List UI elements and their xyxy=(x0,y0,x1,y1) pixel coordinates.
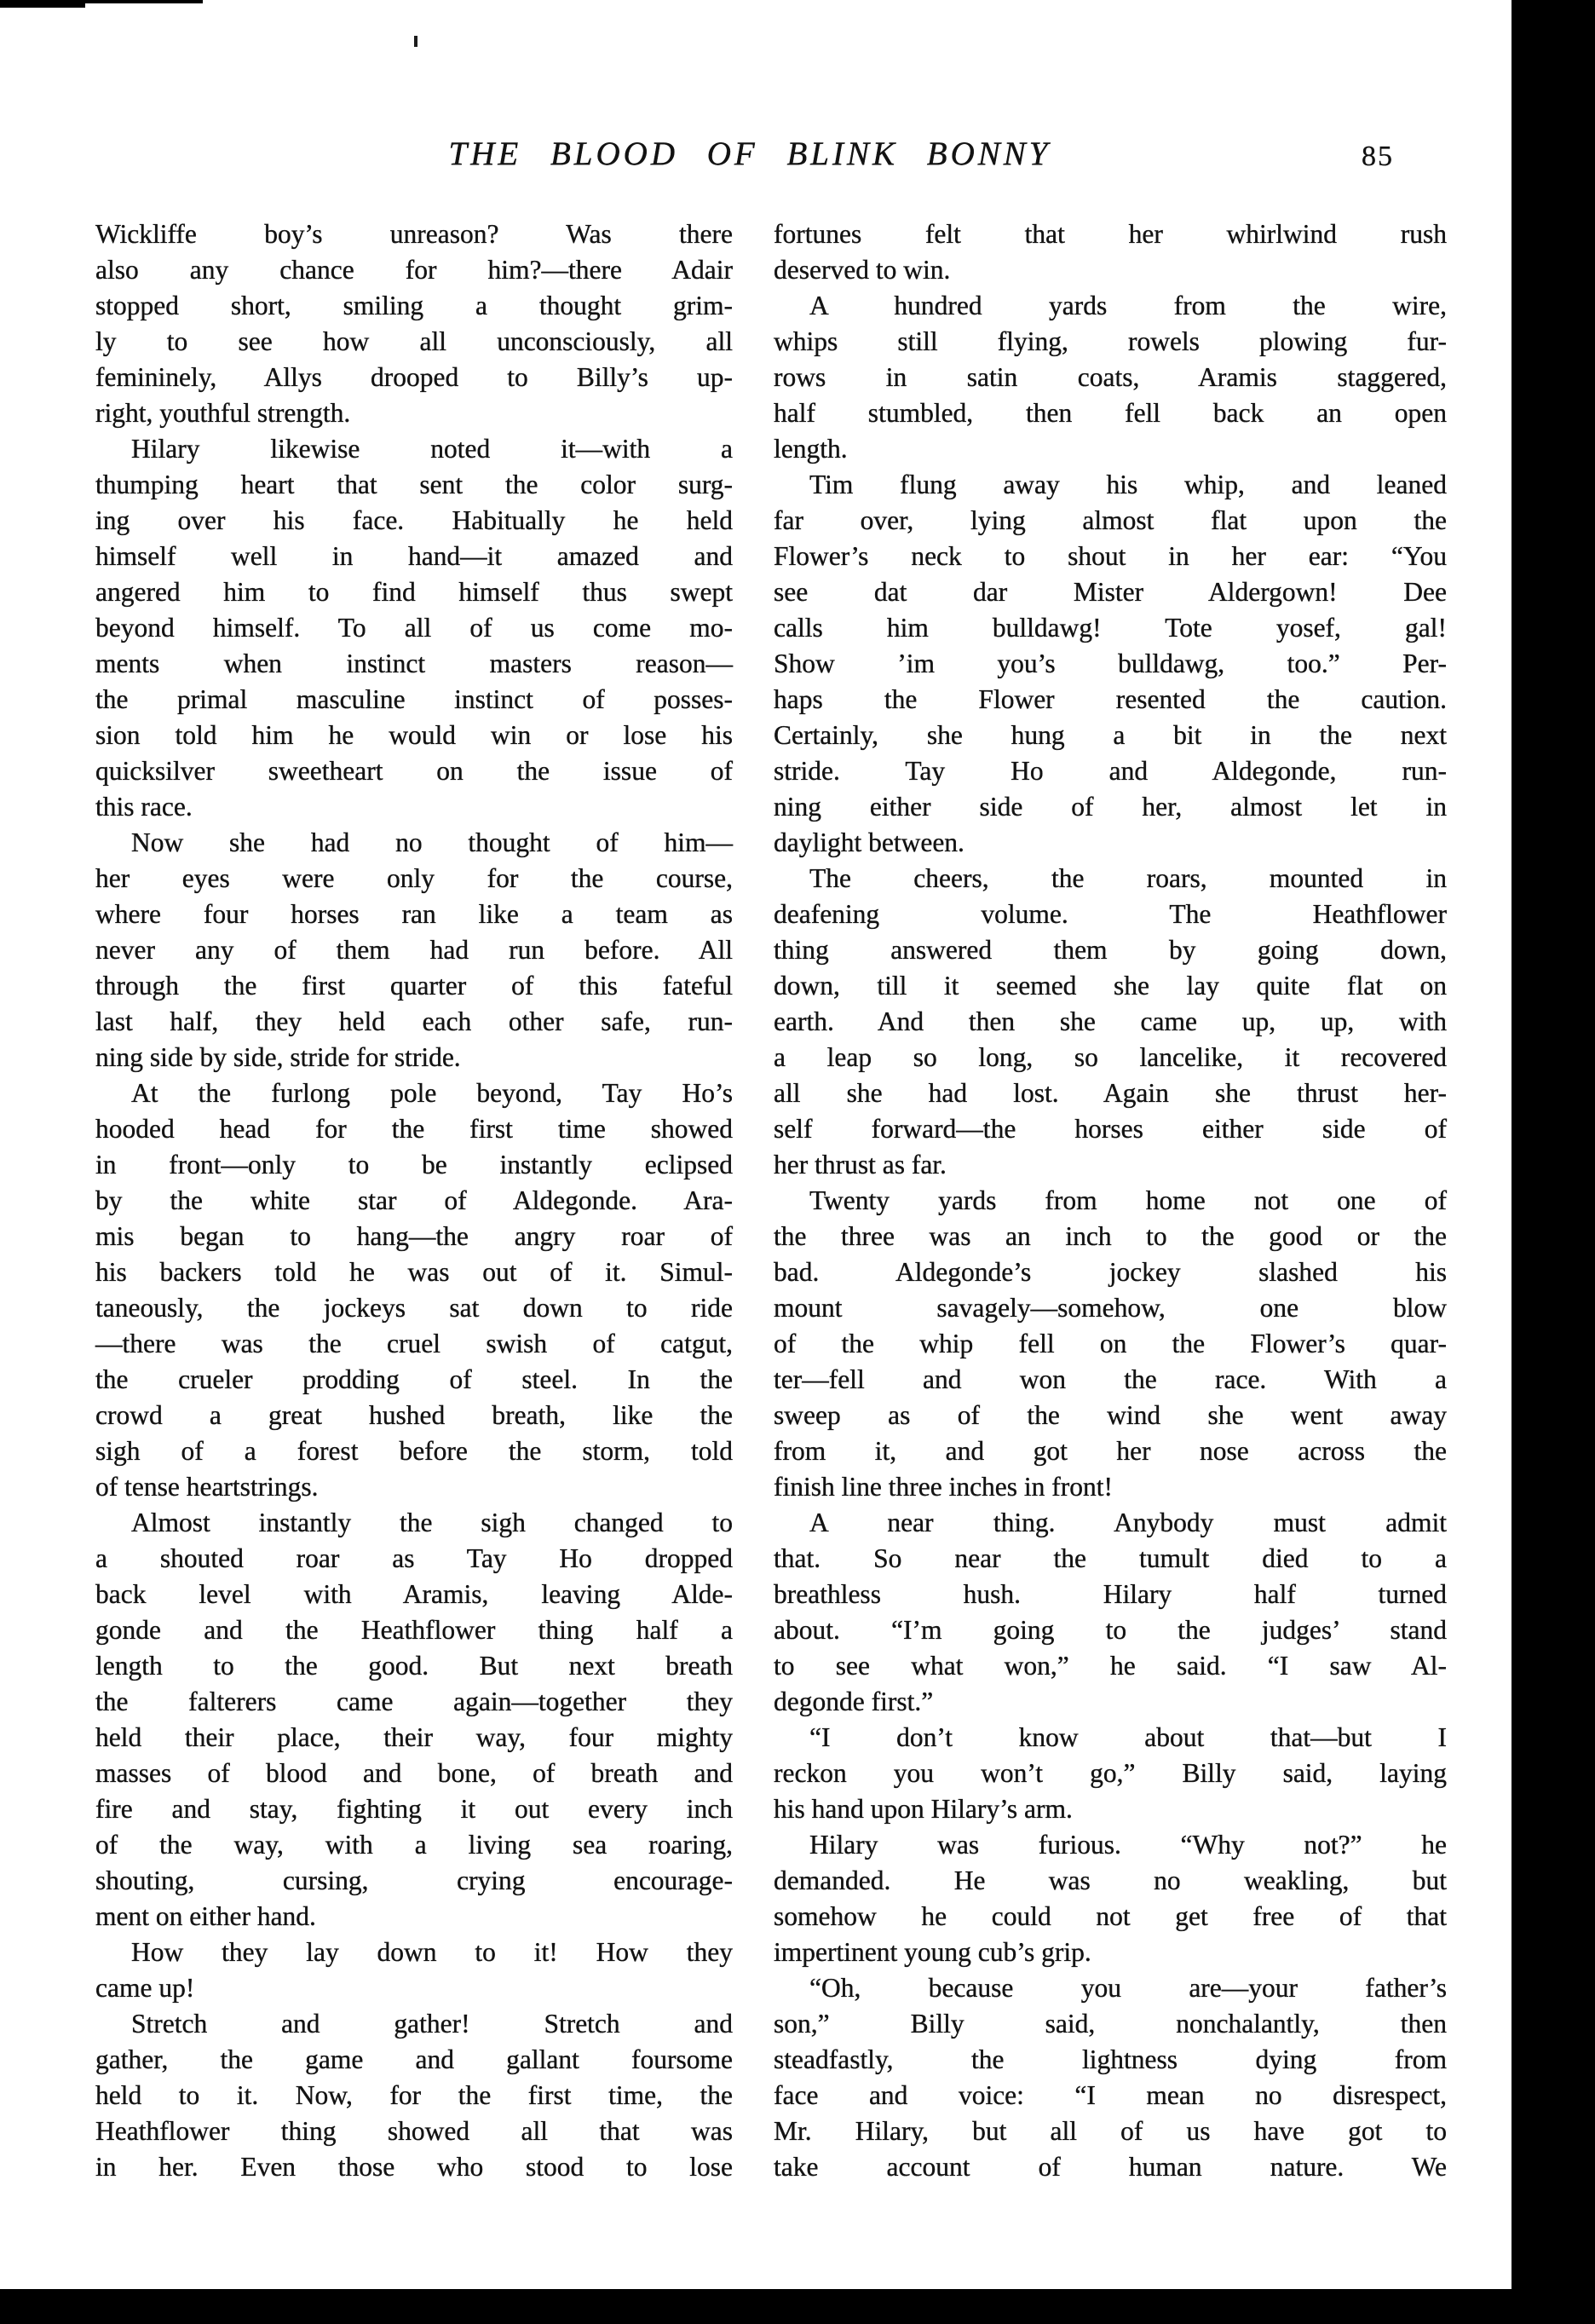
text-line: take account of human nature. We xyxy=(774,2152,1447,2182)
text-line: the falterers came again—together they xyxy=(95,1687,733,1716)
text-line: son,” Billy said, nonchalantly, then xyxy=(774,2009,1447,2039)
text-line: Mr. Hilary, but all of us have got to xyxy=(774,2116,1447,2146)
text-line: held their place, their way, four mighty xyxy=(95,1722,733,1752)
text-line: A near thing. Anybody must admit xyxy=(809,1508,1447,1537)
text-line: about. “I’m going to the judges’ stand xyxy=(774,1615,1447,1645)
text-line: sweep as of the wind she went away xyxy=(774,1400,1447,1430)
text-line: Hilary was furious. “Why not?” he xyxy=(809,1830,1447,1860)
text-line: through the first quarter of this fateful xyxy=(95,971,733,1001)
text-line: —there was the cruel swish of catgut, xyxy=(95,1329,733,1358)
text-line: from it, and got her nose across the xyxy=(774,1436,1447,1466)
text-line: a leap so long, so lancelike, it recovered xyxy=(774,1042,1447,1072)
text-line: bad. Aldegonde’s jockey slashed his xyxy=(774,1257,1447,1287)
text-line: her thrust as far. xyxy=(774,1150,947,1179)
text-line: also any chance for him?—there Adair xyxy=(95,255,733,285)
text-line: to see what won,” he said. “I saw Al- xyxy=(774,1651,1447,1681)
text-line: finish line three inches in front! xyxy=(774,1472,1114,1502)
text-line: hooded head for the first time showed xyxy=(95,1114,733,1144)
text-line: of the way, with a living sea roaring, xyxy=(95,1830,733,1860)
text-line: degonde first.” xyxy=(774,1687,934,1716)
text-line: deserved to win. xyxy=(774,255,951,285)
page-number: 85 xyxy=(1362,141,1394,172)
text-line: last half, they held each other safe, run- xyxy=(95,1006,733,1036)
text-line: of tense heartstrings. xyxy=(95,1472,319,1502)
text-line: ments when instinct masters reason— xyxy=(95,649,733,678)
text-line: rows in satin coats, Aramis staggered, xyxy=(774,362,1447,392)
text-line: self forward—the horses either side of xyxy=(774,1114,1447,1144)
scan-artifact-top-left-streak xyxy=(0,0,85,8)
text-line: length to the good. But next breath xyxy=(95,1651,733,1681)
text-line: steadfastly, the lightness dying from xyxy=(774,2044,1447,2074)
text-line: ning either side of her, almost let in xyxy=(774,792,1447,822)
text-line: impertinent young cub’s grip. xyxy=(774,1937,1091,1967)
running-head-title: THE BLOOD OF BLINK BONNY xyxy=(448,136,1051,172)
text-line: his backers told he was out of it. Simul- xyxy=(95,1257,733,1287)
text-line: himself well in hand—it amazed and xyxy=(95,541,733,571)
text-line: ly to see how all unconsciously, all xyxy=(95,326,733,356)
text-line: the three was an inch to the good or the xyxy=(774,1221,1447,1251)
text-line: A hundred yards from the wire, xyxy=(809,291,1447,320)
text-line: Show ’im you’s bulldawg, too.” Per- xyxy=(774,649,1447,678)
text-line: haps the Flower resented the caution. xyxy=(774,684,1447,714)
text-line: fortunes felt that her whirlwind rush xyxy=(774,219,1447,249)
text-line: earth. And then she came up, up, with xyxy=(774,1006,1447,1036)
text-line: face and voice: “I mean no disrespect, xyxy=(774,2080,1447,2110)
text-line: mount savagely—somehow, one blow xyxy=(774,1293,1447,1323)
text-line: down, till it seemed she lay quite flat on xyxy=(774,971,1447,1001)
text-line: angered him to find himself thus swept xyxy=(95,577,733,607)
text-line: somehow he could not get free of that xyxy=(774,1901,1447,1931)
text-line: stride. Tay Ho and Aldegonde, run- xyxy=(774,756,1447,786)
text-line: his hand upon Hilary’s arm. xyxy=(774,1794,1073,1824)
text-line: stopped short, smiling a thought grim- xyxy=(95,291,733,320)
text-line: taneously, the jockeys sat down to ride xyxy=(95,1293,733,1323)
text-line: gather, the game and gallant foursome xyxy=(95,2044,733,2074)
text-line: crowd a great hushed breath, like the xyxy=(95,1400,733,1430)
text-line: see dat dar Mister Aldergown! Dee xyxy=(774,577,1447,607)
text-line: ing over his face. Habitually he held xyxy=(95,505,733,535)
text-line: How they lay down to it! How they xyxy=(131,1937,733,1967)
text-line: her eyes were only for the course, xyxy=(95,863,733,893)
text-line: mis began to hang—the angry roar of xyxy=(95,1221,733,1251)
text-line: “I don’t know about that—but I xyxy=(809,1722,1447,1752)
text-line: never any of them had run before. All xyxy=(95,935,733,965)
text-line: Wickliffe boy’s unreason? Was there xyxy=(95,219,733,249)
text-line: ter—fell and won the race. With a xyxy=(774,1364,1447,1394)
text-line: back level with Aramis, leaving Alde- xyxy=(95,1579,733,1609)
text-line: demanded. He was no weakling, but xyxy=(774,1866,1447,1895)
text-line: At the furlong pole beyond, Tay Ho’s xyxy=(131,1078,733,1108)
text-line: came up! xyxy=(95,1973,195,2003)
text-line: length. xyxy=(774,434,848,464)
scan-artifact-speck xyxy=(414,36,417,47)
text-line: thing answered them by going down, xyxy=(774,935,1447,965)
text-line: whips still flying, rowels plowing fur- xyxy=(774,326,1447,356)
text-line: of the whip fell on the Flower’s quar- xyxy=(774,1329,1447,1358)
text-line: ning side by side, stride for stride. xyxy=(95,1042,461,1072)
text-line: breathless hush. Hilary half turned xyxy=(774,1579,1447,1609)
text-line: Certainly, she hung a bit in the next xyxy=(774,720,1447,750)
text-line: Heathflower thing showed all that was xyxy=(95,2116,733,2146)
column-right xyxy=(774,216,1447,2185)
text-line: by the white star of Aldegonde. Ara- xyxy=(95,1185,733,1215)
text-line: The cheers, the roars, mounted in xyxy=(809,863,1447,893)
text-line: reckon you won’t go,” Billy said, laying xyxy=(774,1758,1447,1788)
text-line: far over, lying almost flat upon the xyxy=(774,505,1447,535)
text-line: in front—only to be instantly eclipsed xyxy=(95,1150,733,1179)
text-line: calls him bulldawg! Tote yosef, gal! xyxy=(774,613,1447,643)
column-left xyxy=(95,216,733,2185)
text-line: Now she had no thought of him— xyxy=(131,828,733,857)
text-line: daylight between. xyxy=(774,828,964,857)
text-line: Hilary likewise noted it—with a xyxy=(131,434,733,464)
text-line: fire and stay, fighting it out every inch xyxy=(95,1794,733,1824)
text-line: right, youthful strength. xyxy=(95,398,351,428)
text-line: sigh of a forest before the storm, told xyxy=(95,1436,733,1466)
text-line: thumping heart that sent the color surg- xyxy=(95,470,733,499)
text-line: ment on either hand. xyxy=(95,1901,316,1931)
text-line: held to it. Now, for the first time, the xyxy=(95,2080,733,2110)
text-line: femininely, Allys drooped to Billy’s up- xyxy=(95,362,733,392)
text-line: Flower’s neck to shout in her ear: “You xyxy=(774,541,1447,571)
text-line: a shouted roar as Tay Ho dropped xyxy=(95,1543,733,1573)
text-line: all she had lost. Again she thrust her- xyxy=(774,1078,1447,1108)
scan-artifact-right-bar xyxy=(1512,0,1595,2324)
text-line: masses of blood and bone, of breath and xyxy=(95,1758,733,1788)
text-line: sion told him he would win or lose his xyxy=(95,720,733,750)
text-line: the primal masculine instinct of posses- xyxy=(95,684,733,714)
text-line: quicksilver sweetheart on the issue of xyxy=(95,756,733,786)
text-line: that. So near the tumult died to a xyxy=(774,1543,1447,1573)
text-line: beyond himself. To all of us come mo- xyxy=(95,613,733,643)
text-line: Twenty yards from home not one of xyxy=(809,1185,1447,1215)
text-line: shouting, cursing, crying encourage- xyxy=(95,1866,733,1895)
text-line: where four horses ran like a team as xyxy=(95,899,733,929)
text-line: the crueler prodding of steel. In the xyxy=(95,1364,733,1394)
text-line: deafening volume. The Heathflower xyxy=(774,899,1447,929)
text-line: in her. Even those who stood to lose xyxy=(95,2152,733,2182)
text-line: Stretch and gather! Stretch and xyxy=(131,2009,733,2039)
scan-artifact-bottom-bar xyxy=(0,2289,1595,2324)
scan-artifact-top-left-streak-thin xyxy=(82,0,203,3)
text-line: Almost instantly the sigh changed to xyxy=(131,1508,733,1537)
text-line: Tim flung away his whip, and leaned xyxy=(809,470,1447,499)
text-line: “Oh, because you are—your father’s xyxy=(809,1973,1447,2003)
text-line: gonde and the Heathflower thing half a xyxy=(95,1615,733,1645)
text-line: half stumbled, then fell back an open xyxy=(774,398,1447,428)
text-line: this race. xyxy=(95,792,193,822)
